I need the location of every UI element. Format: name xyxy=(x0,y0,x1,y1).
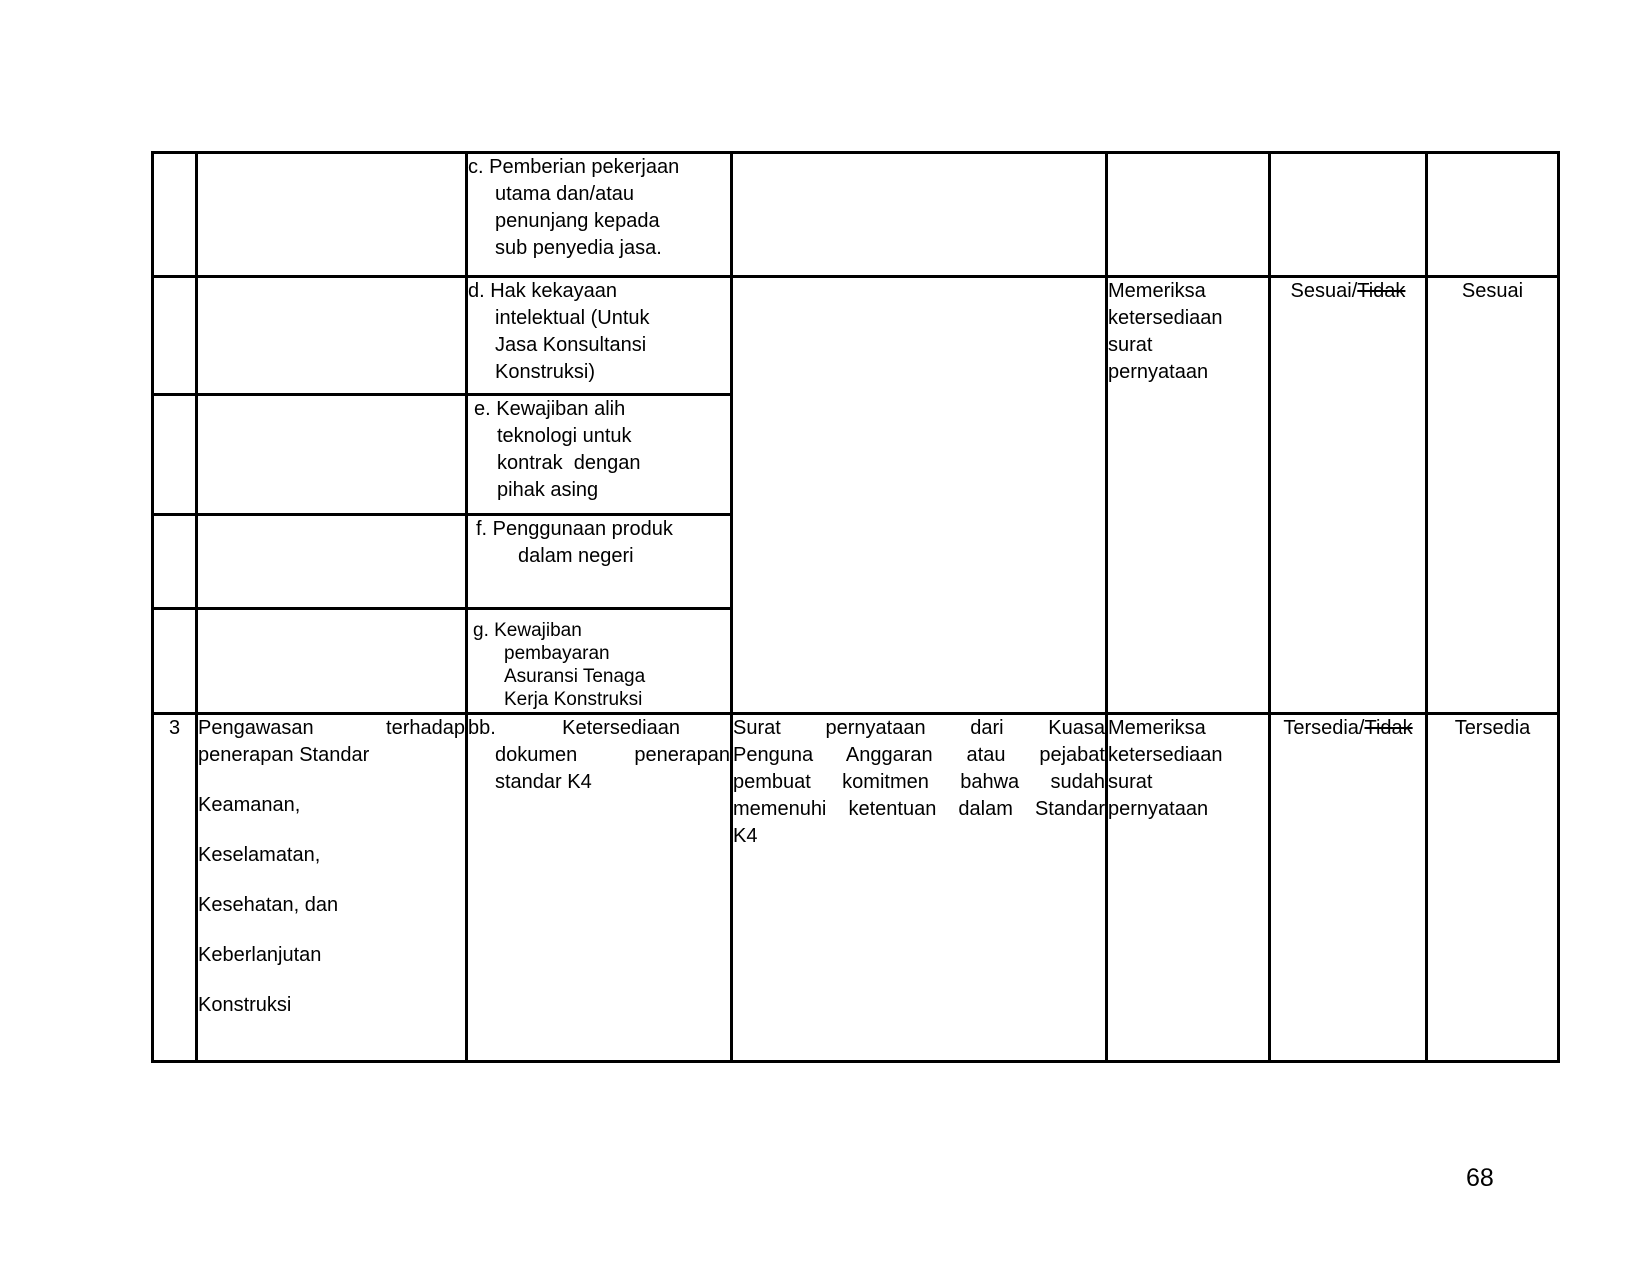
method-line: pernyataan xyxy=(1108,361,1209,383)
cell-result-options xyxy=(1270,714,1427,1062)
cell-conclusion-merged xyxy=(1427,277,1559,714)
item-line: Asuransi Tenaga xyxy=(504,666,646,687)
cell-conclusion xyxy=(1427,153,1559,277)
cell-item-d xyxy=(467,277,732,395)
table-row-c xyxy=(153,153,1559,277)
cell-method xyxy=(1107,153,1270,277)
page-number: 68 xyxy=(1466,1164,1494,1192)
conclusion-text: Tersedia xyxy=(1454,717,1531,739)
method-line: ketersediaan xyxy=(1108,744,1223,766)
conclusion-text: Sesuai xyxy=(1461,280,1524,302)
cell-item-g xyxy=(467,609,732,714)
evidence-line: pembuat komitmen bahwa sudah xyxy=(733,771,1105,793)
description-line: Pengawasan terhadap xyxy=(198,717,465,739)
item-line: pembayaran xyxy=(504,643,610,664)
description-line: Keamanan, xyxy=(198,794,301,816)
description-line: Kesehatan, dan xyxy=(198,894,339,916)
item-line: intelektual (Untuk xyxy=(495,307,650,329)
item-line: c. Pemberian pekerjaan xyxy=(468,156,680,178)
cell-method-merged xyxy=(1107,277,1270,714)
option-struck: Tidak xyxy=(1357,280,1406,302)
cell-item-f xyxy=(467,515,732,609)
evidence-line: Surat pernyataan dari Kuasa xyxy=(733,717,1105,739)
cell-evidence xyxy=(732,153,1107,277)
method-line: Memeriksa xyxy=(1108,280,1206,302)
cell-description xyxy=(197,395,467,515)
cell-conclusion xyxy=(1427,714,1559,1062)
item-line: Konstruksi) xyxy=(495,361,596,383)
description-line: Konstruksi xyxy=(198,994,292,1016)
table-row-d xyxy=(153,277,1559,395)
item-line: Kerja Konstruksi xyxy=(504,689,643,710)
item-line: standar K4 xyxy=(495,771,592,793)
cell-description xyxy=(197,153,467,277)
item-line: dalam negeri xyxy=(518,545,634,567)
option-kept: Sesuai/ xyxy=(1290,280,1358,302)
description-line: penerapan Standar xyxy=(198,744,370,766)
method-line: surat xyxy=(1108,771,1153,793)
item-line: sub penyedia jasa. xyxy=(495,237,662,259)
cell-description xyxy=(197,515,467,609)
description-line: Keberlanjutan xyxy=(198,944,322,966)
cell-evidence-merged xyxy=(732,277,1107,714)
cell-number xyxy=(153,714,197,1062)
method-line: ketersediaan xyxy=(1108,307,1223,329)
evidence-line: K4 xyxy=(733,825,758,847)
row-number: 3 xyxy=(168,717,181,739)
method-line: Memeriksa xyxy=(1108,717,1206,739)
cell-description xyxy=(197,714,467,1062)
cell-description xyxy=(197,277,467,395)
cell-item-c xyxy=(467,153,732,277)
evidence-line: memenuhi ketentuan dalam Standar xyxy=(733,798,1105,820)
option-kept: Tersedia/ xyxy=(1283,717,1365,739)
cell-number xyxy=(153,609,197,714)
cell-evidence xyxy=(732,714,1107,1062)
cell-item-bb xyxy=(467,714,732,1062)
cell-result-options-merged xyxy=(1270,277,1427,714)
item-line: teknologi untuk xyxy=(497,425,632,447)
description-line: Keselamatan, xyxy=(198,844,321,866)
item-line: pihak asing xyxy=(497,479,599,501)
item-line: d. Hak kekayaan xyxy=(468,280,617,302)
item-line: g. Kewajiban xyxy=(473,620,582,641)
method-line: pernyataan xyxy=(1108,798,1209,820)
cell-number xyxy=(153,277,197,395)
item-line: kontrak dengan xyxy=(497,452,641,474)
item-line: f. Penggunaan produk xyxy=(476,518,673,540)
cell-item-e xyxy=(467,395,732,515)
cell-number xyxy=(153,515,197,609)
option-struck: Tidak xyxy=(1364,717,1413,739)
item-line: utama dan/atau xyxy=(495,183,634,205)
item-line: penunjang kepada xyxy=(495,210,660,232)
cell-number xyxy=(153,395,197,515)
item-line: dokumen penerapan xyxy=(495,744,730,766)
cell-number xyxy=(153,153,197,277)
item-line: bb. Ketersediaan xyxy=(468,717,680,739)
method-line: surat xyxy=(1108,334,1153,356)
item-line: e. Kewajiban alih xyxy=(474,398,626,420)
cell-method xyxy=(1107,714,1270,1062)
table-row-3 xyxy=(153,714,1559,1062)
evidence-line: Penguna Anggaran atau pejabat xyxy=(733,744,1105,766)
inspection-table xyxy=(151,151,1560,1063)
cell-description xyxy=(197,609,467,714)
item-line: Jasa Konsultansi xyxy=(495,334,647,356)
cell-result-options xyxy=(1270,153,1427,277)
